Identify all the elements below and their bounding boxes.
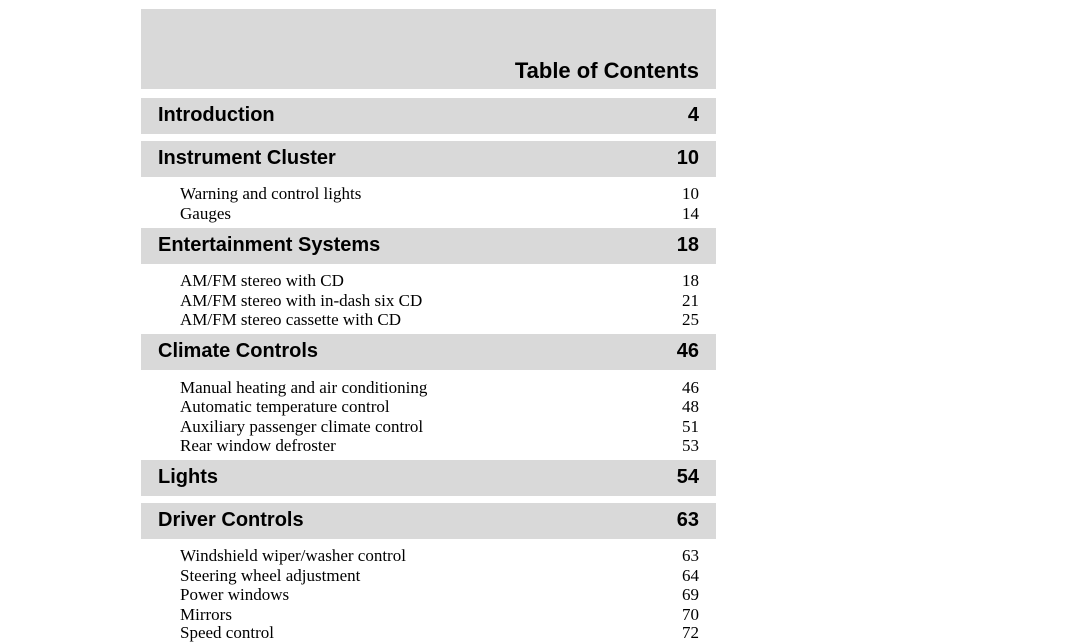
toc-section-lights[interactable] (141, 460, 716, 496)
section-page-number: 63 (676, 509, 699, 531)
item-label: Power windows (180, 585, 290, 604)
toc-section-instrument-cluster[interactable] (141, 141, 716, 177)
item-page-number: 10 (682, 184, 699, 203)
item-label: Speed control (180, 623, 274, 642)
item-page-number: 51 (682, 417, 699, 436)
item-label: AM/FM stereo with in-dash six CD (180, 291, 423, 310)
toc-item[interactable] (141, 605, 716, 625)
section-label: Introduction (158, 104, 275, 126)
item-page-number: 72 (682, 623, 699, 642)
item-page-number: 21 (682, 291, 699, 310)
item-label: Steering wheel adjustment (180, 566, 361, 585)
section-label: Instrument Cluster (158, 147, 336, 169)
item-page-number: 64 (682, 566, 699, 585)
item-label: AM/FM stereo with CD (180, 271, 344, 290)
section-label: Lights (158, 466, 218, 488)
section-page-number: 46 (676, 340, 699, 362)
item-label: Manual heating and air conditioning (180, 378, 428, 397)
toc-section-driver-controls[interactable] (141, 503, 716, 539)
item-label: Windshield wiper/washer control (180, 546, 406, 565)
toc-item[interactable] (141, 546, 716, 566)
toc-item[interactable] (141, 623, 716, 642)
section-label: Climate Controls (158, 340, 319, 362)
page-title: Table of Contents (514, 58, 699, 83)
item-page-number: 46 (682, 378, 699, 397)
item-page-number: 48 (682, 397, 699, 416)
section-page-number: 18 (676, 234, 699, 256)
item-page-number: 25 (682, 310, 699, 329)
toc-item[interactable] (141, 417, 716, 437)
item-label: Auxiliary passenger climate control (180, 417, 424, 436)
item-page-number: 14 (682, 204, 699, 223)
section-page-number: 54 (676, 466, 699, 488)
item-page-number: 63 (682, 546, 699, 565)
section-page-number: 4 (687, 104, 699, 126)
item-label: Rear window defroster (180, 436, 336, 455)
toc-item[interactable] (141, 204, 716, 224)
item-page-number: 69 (682, 585, 699, 604)
item-label: Automatic temperature control (180, 397, 390, 416)
toc-item[interactable] (141, 184, 716, 204)
toc-item[interactable] (141, 436, 716, 456)
item-page-number: 18 (682, 271, 699, 290)
toc-item[interactable] (141, 271, 716, 291)
toc-item[interactable] (141, 378, 716, 398)
toc-header (141, 9, 716, 89)
toc-section-climate-controls[interactable] (141, 334, 716, 370)
toc-section-introduction[interactable] (141, 98, 716, 134)
toc-item[interactable] (141, 397, 716, 417)
toc-item[interactable] (141, 310, 716, 330)
item-page-number: 53 (682, 436, 699, 455)
section-label: Driver Controls (158, 509, 304, 531)
item-label: Gauges (180, 204, 231, 223)
section-label: Entertainment Systems (158, 234, 381, 256)
toc-section-entertainment-systems[interactable] (141, 228, 716, 264)
toc-item[interactable] (141, 585, 716, 605)
item-label: Warning and control lights (180, 184, 362, 203)
toc-item[interactable] (141, 291, 716, 311)
section-page-number: 10 (676, 147, 699, 169)
item-page-number: 70 (682, 605, 699, 624)
item-label: Mirrors (180, 605, 232, 624)
item-label: AM/FM stereo cassette with CD (180, 310, 401, 329)
toc-item[interactable] (141, 566, 716, 586)
